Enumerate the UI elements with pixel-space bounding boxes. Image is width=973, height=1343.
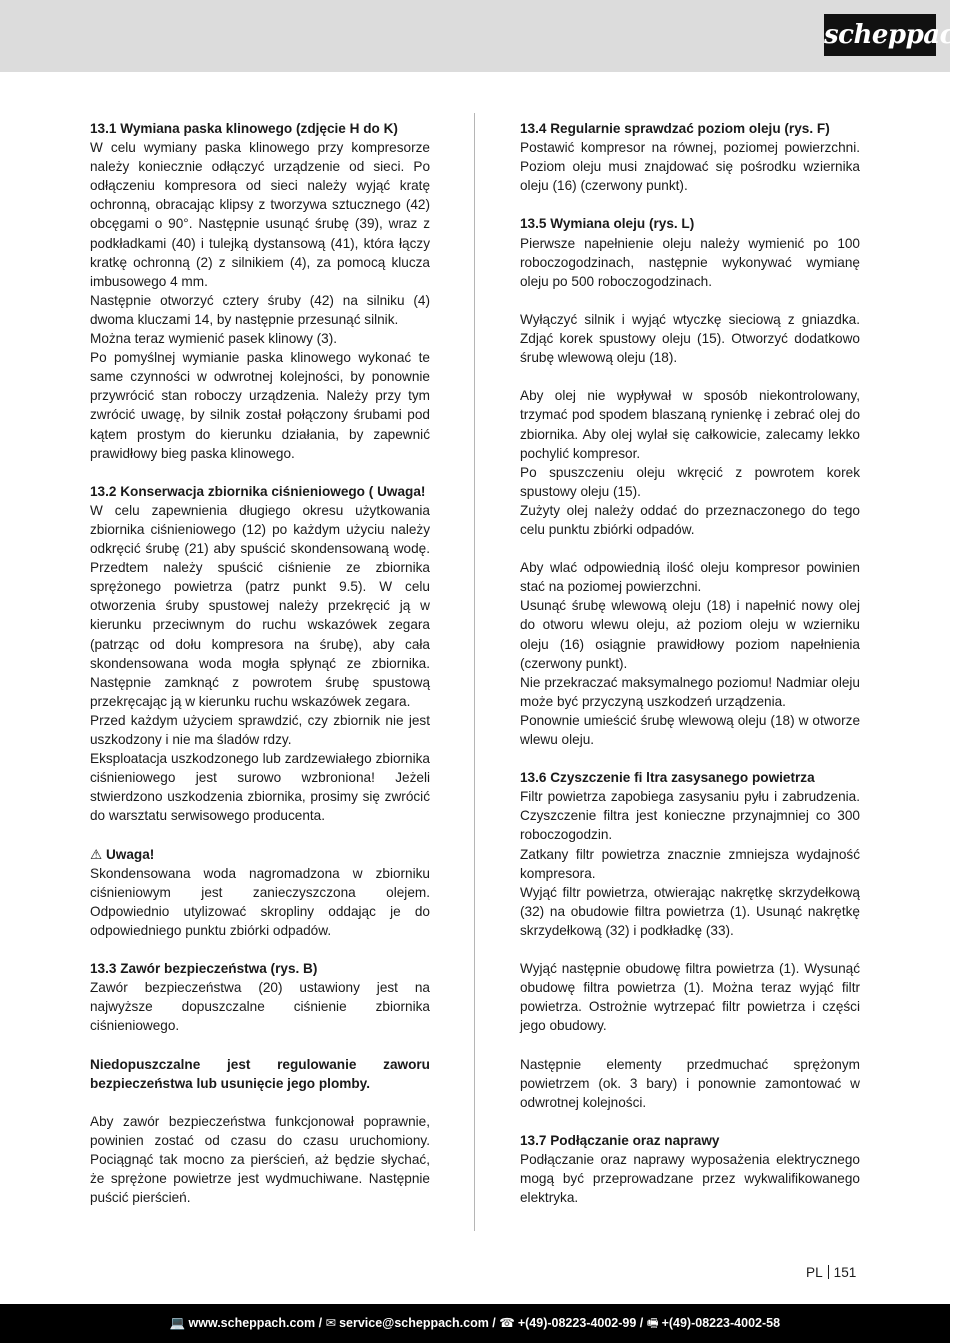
body-paragraph: W celu zapewnienia długiego okresu użytkowania zbiornika ciśnieniowego (12) po każdym użyciu należy odkręcić śrubę (21) aby spuścić skondensowaną wodę. Przedtem należy spuścić ciśnienie ze zbiornika sprężonego powietrza (patrz punkt 9.5). W celu otworzenia śruby spustowej należy przekręcić ją w kierunku przeciwnym do ruchu wskazówek zegara (patrząc od dołu kompresora na śrubę), aby cała skondensowana woda mogła spłynąć ze zbiornika. Następnie zamknąć z powrotem śrubę spustową przekręcając ją w kierunku ruchu wskazówek zegara.	[90, 502, 430, 709]
paragraph-gap	[520, 1112, 860, 1131]
page-number-value: 151	[833, 1265, 857, 1280]
paragraph-gap	[520, 1036, 860, 1055]
body-paragraph: Następnie elementy przedmuchać sprężonym powietrzem (ok. 3 bary) i ponownie zamontować w odwrotnej kolejności.	[520, 1056, 860, 1110]
body-paragraph: Usunąć śrubę wlewową oleju (18) i napełnić nowy olej do otworu wlewu oleju, aż poziom oleju w wzierniku oleju (16) osiągnie prawidłowy poziom napełnienia (czerwony punkt).	[520, 598, 860, 671]
footer-separator: /	[488, 1316, 500, 1330]
paragraph-gap	[90, 940, 430, 959]
paragraph-gap	[520, 539, 860, 558]
body-paragraph: Pierwsze napełnienie oleju należy wymienić po 100 roboczogodzinach, następnie wykonywać wymianę oleju po 500 roboczogodzinach.	[520, 235, 860, 289]
body-paragraph: Aby olej nie wypływał w sposób niekontrolowany, trzymać pod spodem blaszaną rynienkę i zebrać olej do zbiornika. Aby olej wylał się całkowicie, zalecamy lekko pochylić kompresor.	[520, 388, 860, 461]
body-paragraph: Filtr powietrza zapobiega zasysaniu pyłu i zabrudzenia. Czyszczenie filtra jest konieczne przynajmniej co 300 roboczogodzin.	[520, 789, 860, 843]
footer-separator: /	[636, 1316, 647, 1330]
paragraph-gap	[520, 940, 860, 959]
fax-icon: 🖷	[646, 1316, 659, 1330]
body-paragraph: Aby zawór bezpieczeństwa funkcjonował poprawnie, powinien zostać od czasu do czasu uruchomiony. Pociągnąć tak mocno za pierścień, aż będzie słychać, że sprężone powietrze jest wydmuchiwane. Następnie puścić pierścień.	[90, 1113, 430, 1206]
page-number-separator	[828, 1265, 829, 1279]
section-heading: 13.7 Podłączanie oraz naprawy	[520, 1132, 720, 1148]
column-divider	[474, 113, 475, 1231]
body-paragraph: Wyjąć filtr powietrza, otwierając nakrętkę skrzydełkową (32) na obudowie filtra powietrza (1). Usunąć nakrętkę skrzydełkową (32) i podkładkę (33).	[520, 884, 860, 938]
paragraph-gap	[520, 367, 860, 386]
page-number	[806, 1265, 856, 1280]
footer-separator: /	[315, 1316, 326, 1330]
body-paragraph: Nie przekraczać maksymalnego poziomu! Nadmiar oleju może być przyczyną uszkodzeń urządzenia.	[520, 674, 860, 709]
language-code: PL	[806, 1265, 823, 1280]
body-paragraph: Wyłączyć silnik i wyjąć wtyczkę sieciową z gniazdka. Zdjąć korek spustowy oleju (15). Otworzyć dodatkowo śrubę wlewową oleju (18).	[520, 311, 860, 366]
section-heading: 13.4 Regularnie sprawdzać poziom oleju (rys. F)	[520, 121, 830, 136]
footer-bar	[0, 1304, 950, 1343]
paragraph-gap	[520, 749, 860, 768]
body-paragraph: Postawić kompresor na równej, poziomej powierzchni. Poziom oleju musi znajdować się pośrodku wziernika oleju (16) (czerwony punkt).	[520, 140, 860, 194]
body-paragraph: Można teraz wymienić pasek klinowy (3).	[90, 331, 338, 347]
body-paragraph: Eksploatacja uszkodzonego lub zardzewiałego zbiornika ciśnieniowego jest surowo wzbroniona! Jeżeli stwierdzono uszkodzenia zbiornika, prosimy się zwrócić do warsztatu serwisowego producenta.	[90, 751, 430, 824]
body-paragraph: Ponownie umieścić śrubę wlewową oleju (18) w otworze wlewu oleju.	[520, 712, 860, 747]
body-paragraph: Następnie otworzyć cztery śruby (42) na silniku (4) dwoma kluczami 14, by następnie przesunąć silnik.	[90, 292, 430, 327]
header-bar	[0, 0, 973, 72]
footer-phone: +(49)-08223-4002-99	[517, 1316, 637, 1330]
section-heading: 13.6 Czyszczenie fi ltra zasysanego powietrza	[520, 770, 815, 786]
body-paragraph: Wyjąć następnie obudowę filtra powietrza (1). Wysunąć obudowę filtra powietrza (1). Można teraz wyjąć filtr powietrza. Ostrożnie wytrzepać filtr powietrza i części jego obudowy.	[520, 961, 860, 1034]
section-heading: 13.1 Wymiana paska klinowego (zdjęcie H do K)	[90, 121, 398, 136]
left-column	[90, 119, 430, 1207]
footer-fax: +(49)-08223-4002-58	[661, 1316, 781, 1330]
section-heading: ⚠ Uwaga!	[90, 846, 155, 862]
body-paragraph: Skondensowana woda nagromadzona w zbiorniku ciśnieniowym jest zanieczyszczona olejem. Odpowiednio utylizować skropliny oddając je do odpowiedniego punktu zbiórki odpadów.	[90, 865, 430, 938]
section-heading: 13.5 Wymiana oleju (rys. L)	[520, 216, 695, 232]
paragraph-gap	[90, 1036, 430, 1055]
body-paragraph: Zawór bezpieczeństwa (20) ustawiony jest na najwyższe dopuszczalne ciśnienie zbiornika ciśnieniowego.	[90, 980, 430, 1034]
warning-paragraph: Niedopuszczalne jest regulowanie zaworu bezpieczeństwa lub usunięcie jego plomby.	[90, 1056, 430, 1091]
paragraph-gap	[90, 1093, 430, 1112]
body-paragraph: Zużyty olej należy oddać do przeznaczonego do tego celu punktu zbiórki odpadów.	[520, 502, 860, 537]
body-paragraph: Podłączanie oraz naprawy wyposażenia elektrycznego mogą być przeprowadzane przez wykwalifikowanego elektryka.	[520, 1152, 860, 1206]
footer-email-link[interactable]: service@scheppach.com	[339, 1316, 489, 1330]
body-paragraph: Zatkany filtr powietrza znacznie zmniejsza wydajność kompresora.	[520, 846, 860, 881]
mail-icon: ✉	[325, 1316, 337, 1330]
body-paragraph: W celu wymiany paska klinowego przy kompresorze należy koniecznie odłączyć urządzenie od sieci. Po odłączeniu kompresora od sieci należy wyjąć kratę ochronną, obracając klipsy z tworzywa sztucznego (42) obcęgami o 90°. Następnie usunąć śrubę (39), wraz z podkładkami (40) i tulejką dystansową (41), która łączy kratkę ochronną (2) z silnikiem (4), za pomocą klucza imbusowego 4 mm.	[90, 140, 430, 289]
body-paragraph: Po pomyślnej wymianie paska klinowego wykonać te same czynności w odwrotnej kolejności, by ponownie przywrócić stan roboczy urządzenia. Należy przy tym zwrócić uwagę, by silnik został połączony śrubami pod kątem prostym do kierunku działania, by zapewnić prawidłowy bieg paska klinowego.	[90, 350, 430, 461]
footer-website-link[interactable]: www.scheppach.com	[188, 1316, 316, 1330]
phone-icon: ☎	[499, 1316, 515, 1330]
paragraph-gap	[90, 463, 430, 482]
paragraph-gap	[520, 291, 860, 310]
right-column	[520, 119, 860, 1207]
paragraph-gap	[90, 825, 430, 844]
computer-icon: 💻	[169, 1316, 186, 1330]
body-paragraph: Aby wlać odpowiednią ilość oleju kompresor powinien stać na poziomej powierzchni.	[520, 560, 860, 595]
body-paragraph: Przed każdym użyciem sprawdzić, czy zbiornik nie jest uszkodzony i nie ma śladów rdzy.	[90, 712, 430, 747]
paragraph-gap	[520, 195, 860, 214]
brand-logo: scheppach	[824, 14, 936, 56]
body-paragraph: Po spuszczeniu oleju wkręcić z powrotem korek spustowy oleju (15).	[520, 464, 860, 499]
section-heading: 13.3 Zawór bezpieczeństwa (rys. B)	[90, 961, 318, 977]
section-heading: 13.2 Konserwacja zbiornika ciśnieniowego ( Uwaga!	[90, 483, 426, 499]
